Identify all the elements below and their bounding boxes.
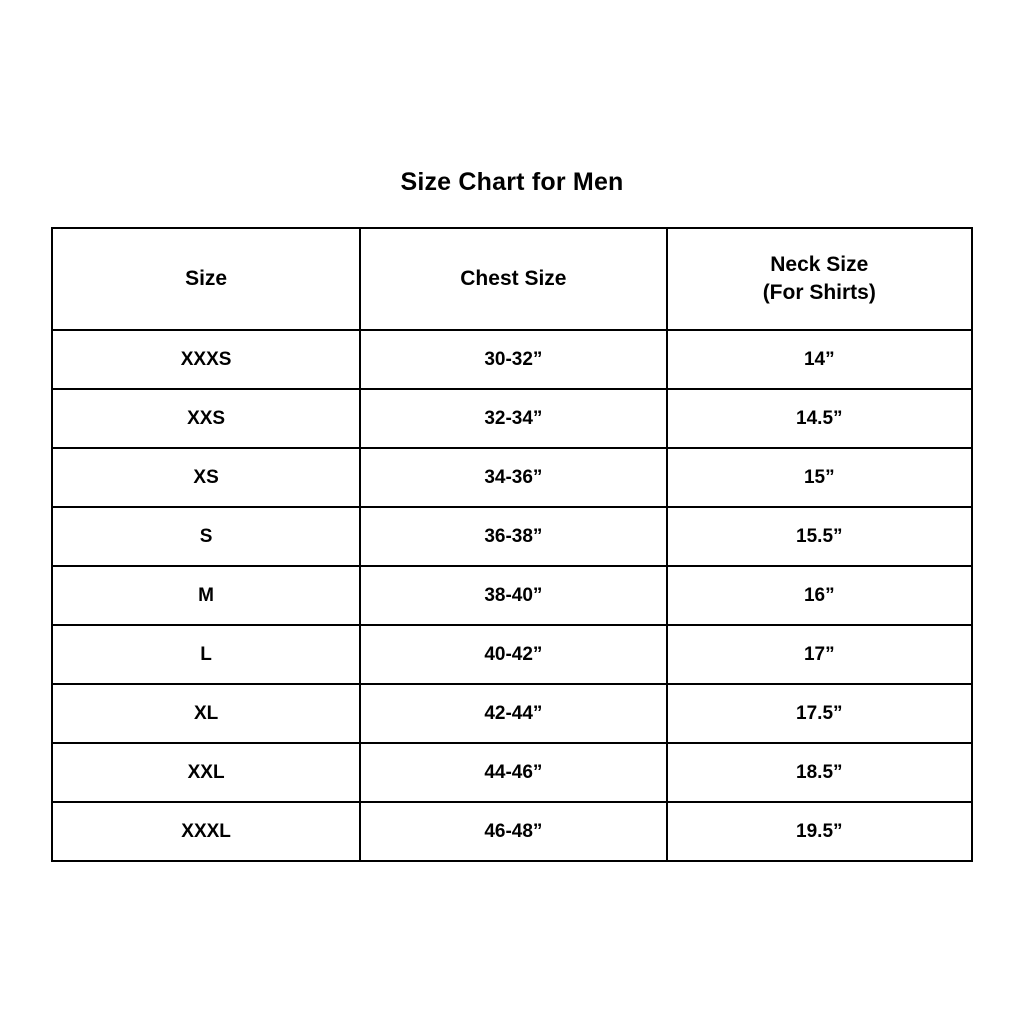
column-header-neck-size: [667, 228, 972, 330]
cell-size: S: [52, 507, 360, 566]
table-row: [52, 566, 972, 625]
column-header-neck-size-sublabel: (For Shirts): [762, 281, 876, 304]
cell-size: L: [52, 625, 360, 684]
table-row: [52, 389, 972, 448]
cell-neck: 16”: [667, 566, 972, 625]
cell-chest: 38-40”: [360, 566, 666, 625]
cell-neck: 17.5”: [667, 684, 972, 743]
cell-size: XXS: [52, 389, 360, 448]
cell-chest: 32-34”: [360, 389, 666, 448]
table-header-row: [52, 228, 972, 330]
cell-size: XXXS: [52, 330, 360, 389]
table-header: [52, 228, 972, 330]
table-row: [52, 448, 972, 507]
cell-size: XXL: [52, 743, 360, 802]
cell-neck: 14”: [667, 330, 972, 389]
cell-size: M: [52, 566, 360, 625]
size-chart-table-wrapper: [51, 227, 973, 862]
table-row: [52, 743, 972, 802]
size-chart-table: [51, 227, 973, 862]
column-header-neck-size-label: Neck Size: [770, 253, 869, 277]
table-row: [52, 507, 972, 566]
column-header-chest-size: [360, 228, 666, 330]
cell-neck: 19.5”: [667, 802, 972, 861]
cell-neck: 15”: [667, 448, 972, 507]
table-row: [52, 330, 972, 389]
cell-neck: 18.5”: [667, 743, 972, 802]
cell-neck: 15.5”: [667, 507, 972, 566]
cell-chest: 42-44”: [360, 684, 666, 743]
column-header-size-label: Size: [185, 267, 228, 291]
cell-chest: 34-36”: [360, 448, 666, 507]
cell-size: XS: [52, 448, 360, 507]
table-row: [52, 684, 972, 743]
table-row: [52, 802, 972, 861]
cell-size: XXXL: [52, 802, 360, 861]
cell-neck: 14.5”: [667, 389, 972, 448]
cell-chest: 44-46”: [360, 743, 666, 802]
page-title: Size Chart for Men: [400, 168, 624, 196]
table-body: [52, 330, 972, 861]
cell-chest: 30-32”: [360, 330, 666, 389]
cell-neck: 17”: [667, 625, 972, 684]
cell-chest: 36-38”: [360, 507, 666, 566]
cell-chest: 40-42”: [360, 625, 666, 684]
cell-size: XL: [52, 684, 360, 743]
cell-chest: 46-48”: [360, 802, 666, 861]
table-row: [52, 625, 972, 684]
column-header-chest-size-label: Chest Size: [460, 267, 567, 291]
column-header-size: [52, 228, 360, 330]
